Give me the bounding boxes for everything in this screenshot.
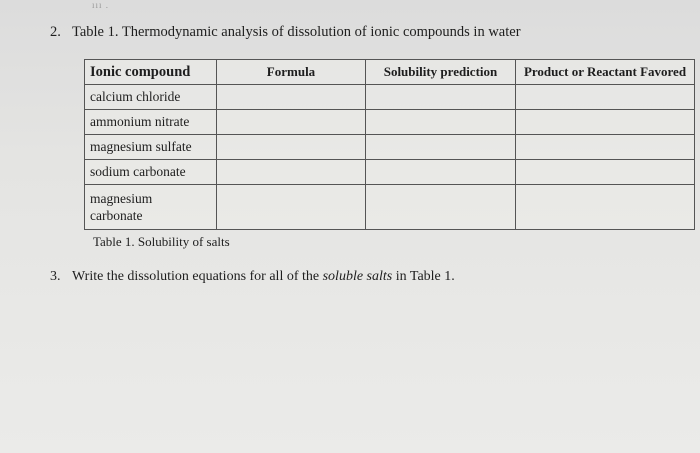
solubility-cell[interactable] xyxy=(366,85,516,110)
solubility-cell[interactable] xyxy=(366,110,516,135)
favored-cell[interactable] xyxy=(516,185,695,230)
solubility-cell[interactable] xyxy=(366,135,516,160)
compound-line-1: magnesium xyxy=(90,191,153,206)
table-row xyxy=(85,110,695,135)
formula-cell[interactable] xyxy=(217,185,366,230)
table-caption: Table 1. Solubility of salts xyxy=(93,234,230,249)
question-3 xyxy=(50,269,455,285)
header-solubility-prediction: Solubility prediction xyxy=(366,60,516,85)
table-row xyxy=(85,185,695,230)
formula-cell[interactable] xyxy=(217,110,366,135)
question-3-number: 3. xyxy=(50,269,61,284)
compound-cell: calcium chloride xyxy=(85,85,217,110)
compound-line-2: carbonate xyxy=(90,208,143,223)
question-2-text: Table 1. Thermodynamic analysis of dissolution of ionic compounds in water xyxy=(72,24,521,40)
favored-cell[interactable] xyxy=(516,135,695,160)
compound-cell: ammonium nitrate xyxy=(85,110,217,135)
question-2-number: 2. xyxy=(50,24,61,40)
question-3-emphasis: soluble salts xyxy=(322,269,393,284)
cut-off-text-fragment: ııı . xyxy=(92,0,110,10)
question-2 xyxy=(50,24,521,41)
favored-cell[interactable] xyxy=(516,85,695,110)
compound-cell: sodium carbonate xyxy=(85,160,217,185)
table-row xyxy=(85,85,695,110)
favored-cell[interactable] xyxy=(516,160,695,185)
solubility-cell[interactable] xyxy=(366,160,516,185)
favored-cell[interactable] xyxy=(516,110,695,135)
compound-cell: magnesium sulfate xyxy=(85,135,217,160)
formula-cell[interactable] xyxy=(217,160,366,185)
solubility-cell[interactable] xyxy=(366,185,516,230)
table-row xyxy=(85,160,695,185)
compound-cell xyxy=(85,185,217,230)
question-3-text-before: Write the dissolution equations for all of the xyxy=(72,269,323,284)
table-header-row xyxy=(85,60,695,85)
question-3-text-after: in Table 1. xyxy=(392,269,455,284)
formula-cell[interactable] xyxy=(217,85,366,110)
header-ionic-compound: Ionic compound xyxy=(85,60,217,85)
formula-cell[interactable] xyxy=(217,135,366,160)
table-row xyxy=(85,135,695,160)
header-formula: Formula xyxy=(217,60,366,85)
solubility-table xyxy=(84,59,695,230)
header-product-or-reactant-favored: Product or Reactant Favored xyxy=(516,60,695,85)
